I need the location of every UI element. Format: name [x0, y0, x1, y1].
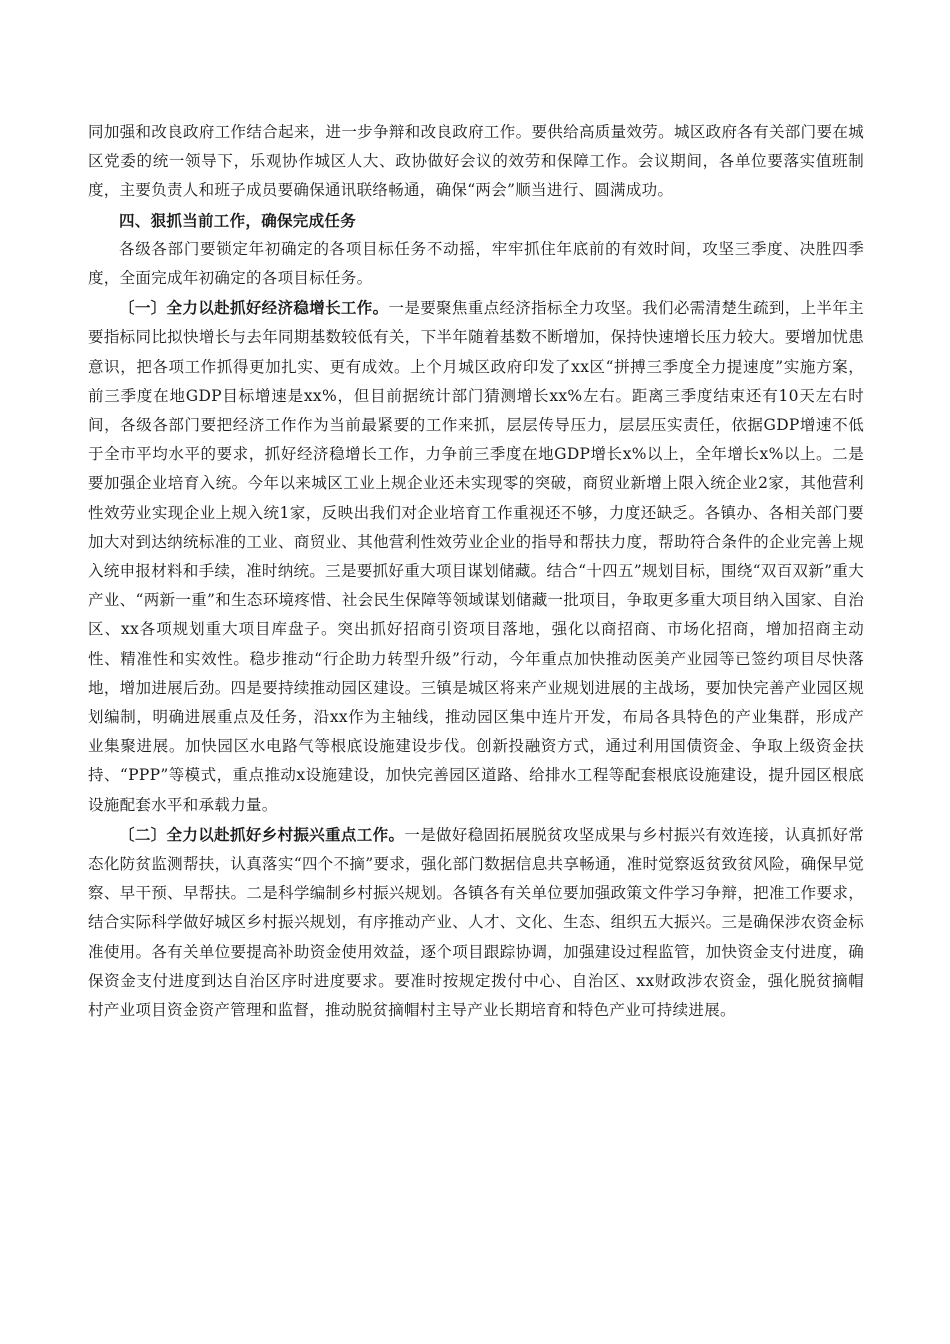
- item-1-lead: 〔一〕全力以赴抓好经济稳增长工作。: [119, 298, 389, 318]
- item-1-paragraph: [88, 293, 864, 820]
- item-2-body: 一是做好稳固拓展脱贫攻坚成果与乡村振兴有效连接，认真抓好常态化防贫监测帮扶，认真落实“四个不摘”要求，强化部门数据信息共享畅通，准时觉察返贫致贫风险，确保早觉察、早干预、早帮扶。二是科学编制乡村振兴规划。各镇各有关单位要加强政策文件学习争辩，把准工作要求，结合实际科学做好城区乡村振兴规划，有序推动产业、人才、文化、生态、组织五大振兴。三是确保涉农资金标准使用。各有关单位要提高补助资金使用效益，逐个项目跟踪协调，加强建设过程监管，加快资金支付进度，确保资金支付进度到达自治区序时进度要求。要准时按规定拨付中心、自治区、xx财政涉农资金，强化脱贫摘帽村产业项目资金资产管理和监督，推动脱贫摘帽村主导产业长期培育和特色产业可持续进展。: [88, 825, 865, 1020]
- section-heading-4: 四、狠抓当前工作，确保完成任务: [119, 210, 357, 230]
- item-2-lead: 〔二〕全力以赴抓好乡村振兴重点工作。: [119, 824, 405, 844]
- section-intro-paragraph: 各级各部门要锁定年初确定的各项目标任务不动摇，牢牢抓住年底前的有效时间，攻坚三季度、决胜四季度，全面完成年初确定的各项目标任务。: [88, 239, 864, 288]
- document-page: [88, 118, 864, 1025]
- paragraph-continuation: 同加强和改良政府工作结合起来，进一步争辩和改良政府工作。要供给高质量效劳。城区政府各有关部门要在城区党委的统一领导下，乐观协作城区人大、政协做好会议的效劳和保障工作。会议期间，各单位要落实值班制度，主要负责人和班子成员要确保通讯联络畅通，确保“两会”顺当进行、圆满成功。: [88, 123, 864, 200]
- item-2-paragraph: [88, 820, 864, 1025]
- item-1-body: 一是要聚焦重点经济指标全力攻坚。我们必需清楚生疏到，上半年主要指标同比拟快增长与去年同期基数较低有关，下半年随着基数不断增加，保持快速增长压力较大。要增加忧患意识，把各项工作抓得更加扎实、更有成效。上个月城区政府印发了xx区“拼搏三季度全力提速度”实施方案，前三季度在地GDP目标增速是xx%，但目前据统计部门猜测增长xx%左右。距离三季度结束还有10天左右时间，各级各部门要把经济工作作为当前最紧要的工作来抓，层层传导压力，层层压实责任，依据GDP增速不低于全市平均水平的要求，抓好经济稳增长工作，力争前三季度在地GDP增长x%以上，全年增长x%以上。二是要加强企业培育入统。今年以来城区工业上规企业还未实现零的突破，商贸业新增上限入统企业2家，其他营利性效劳业实现企业上规入统1家，反映出我们对企业培育工作重视还不够，力度还缺乏。各镇办、各相关部门要加大对到达纳统标准的工业、商贸业、其他营利性效劳业企业的指导和帮扶力度，帮助符合条件的企业完善上规入统申报材料和手续，准时纳统。三是要抓好重大项目谋划储藏。结合“十四五”规划目标，围绕“双百双新”重大产业、“两新一重”和生态环境疼惜、社会民生保障等领域谋划储藏一批项目，争取更多重大项目纳入国家、自治区、xx各项规划重大项目库盘子。突出抓好招商引资项目落地，强化以商招商、市场化招商，增加招商主动性、精准性和实效性。稳步推动“行企助力转型升级”行动，今年重点加快推动医美产业园等已签约项目尽快落地，增加进展后劲。四是要持续推动园区建设。三镇是城区将来产业规划进展的主战场，要加快完善产业园区规划编制，明确进展重点及任务，沿xx作为主轴线，推动园区集中连片开发，布局各具特色的产业集群，形成产业集聚进展。加快园区水电路气等根底设施建设步伐。创新投融资方式，通过利用国债资金、争取上级资金扶持、“PPP”等模式，重点推动x设施建设，加快完善园区道路、给排水工程等配套根底设施建设，提升园区根底设施配套水平和承载力量。: [88, 299, 864, 814]
